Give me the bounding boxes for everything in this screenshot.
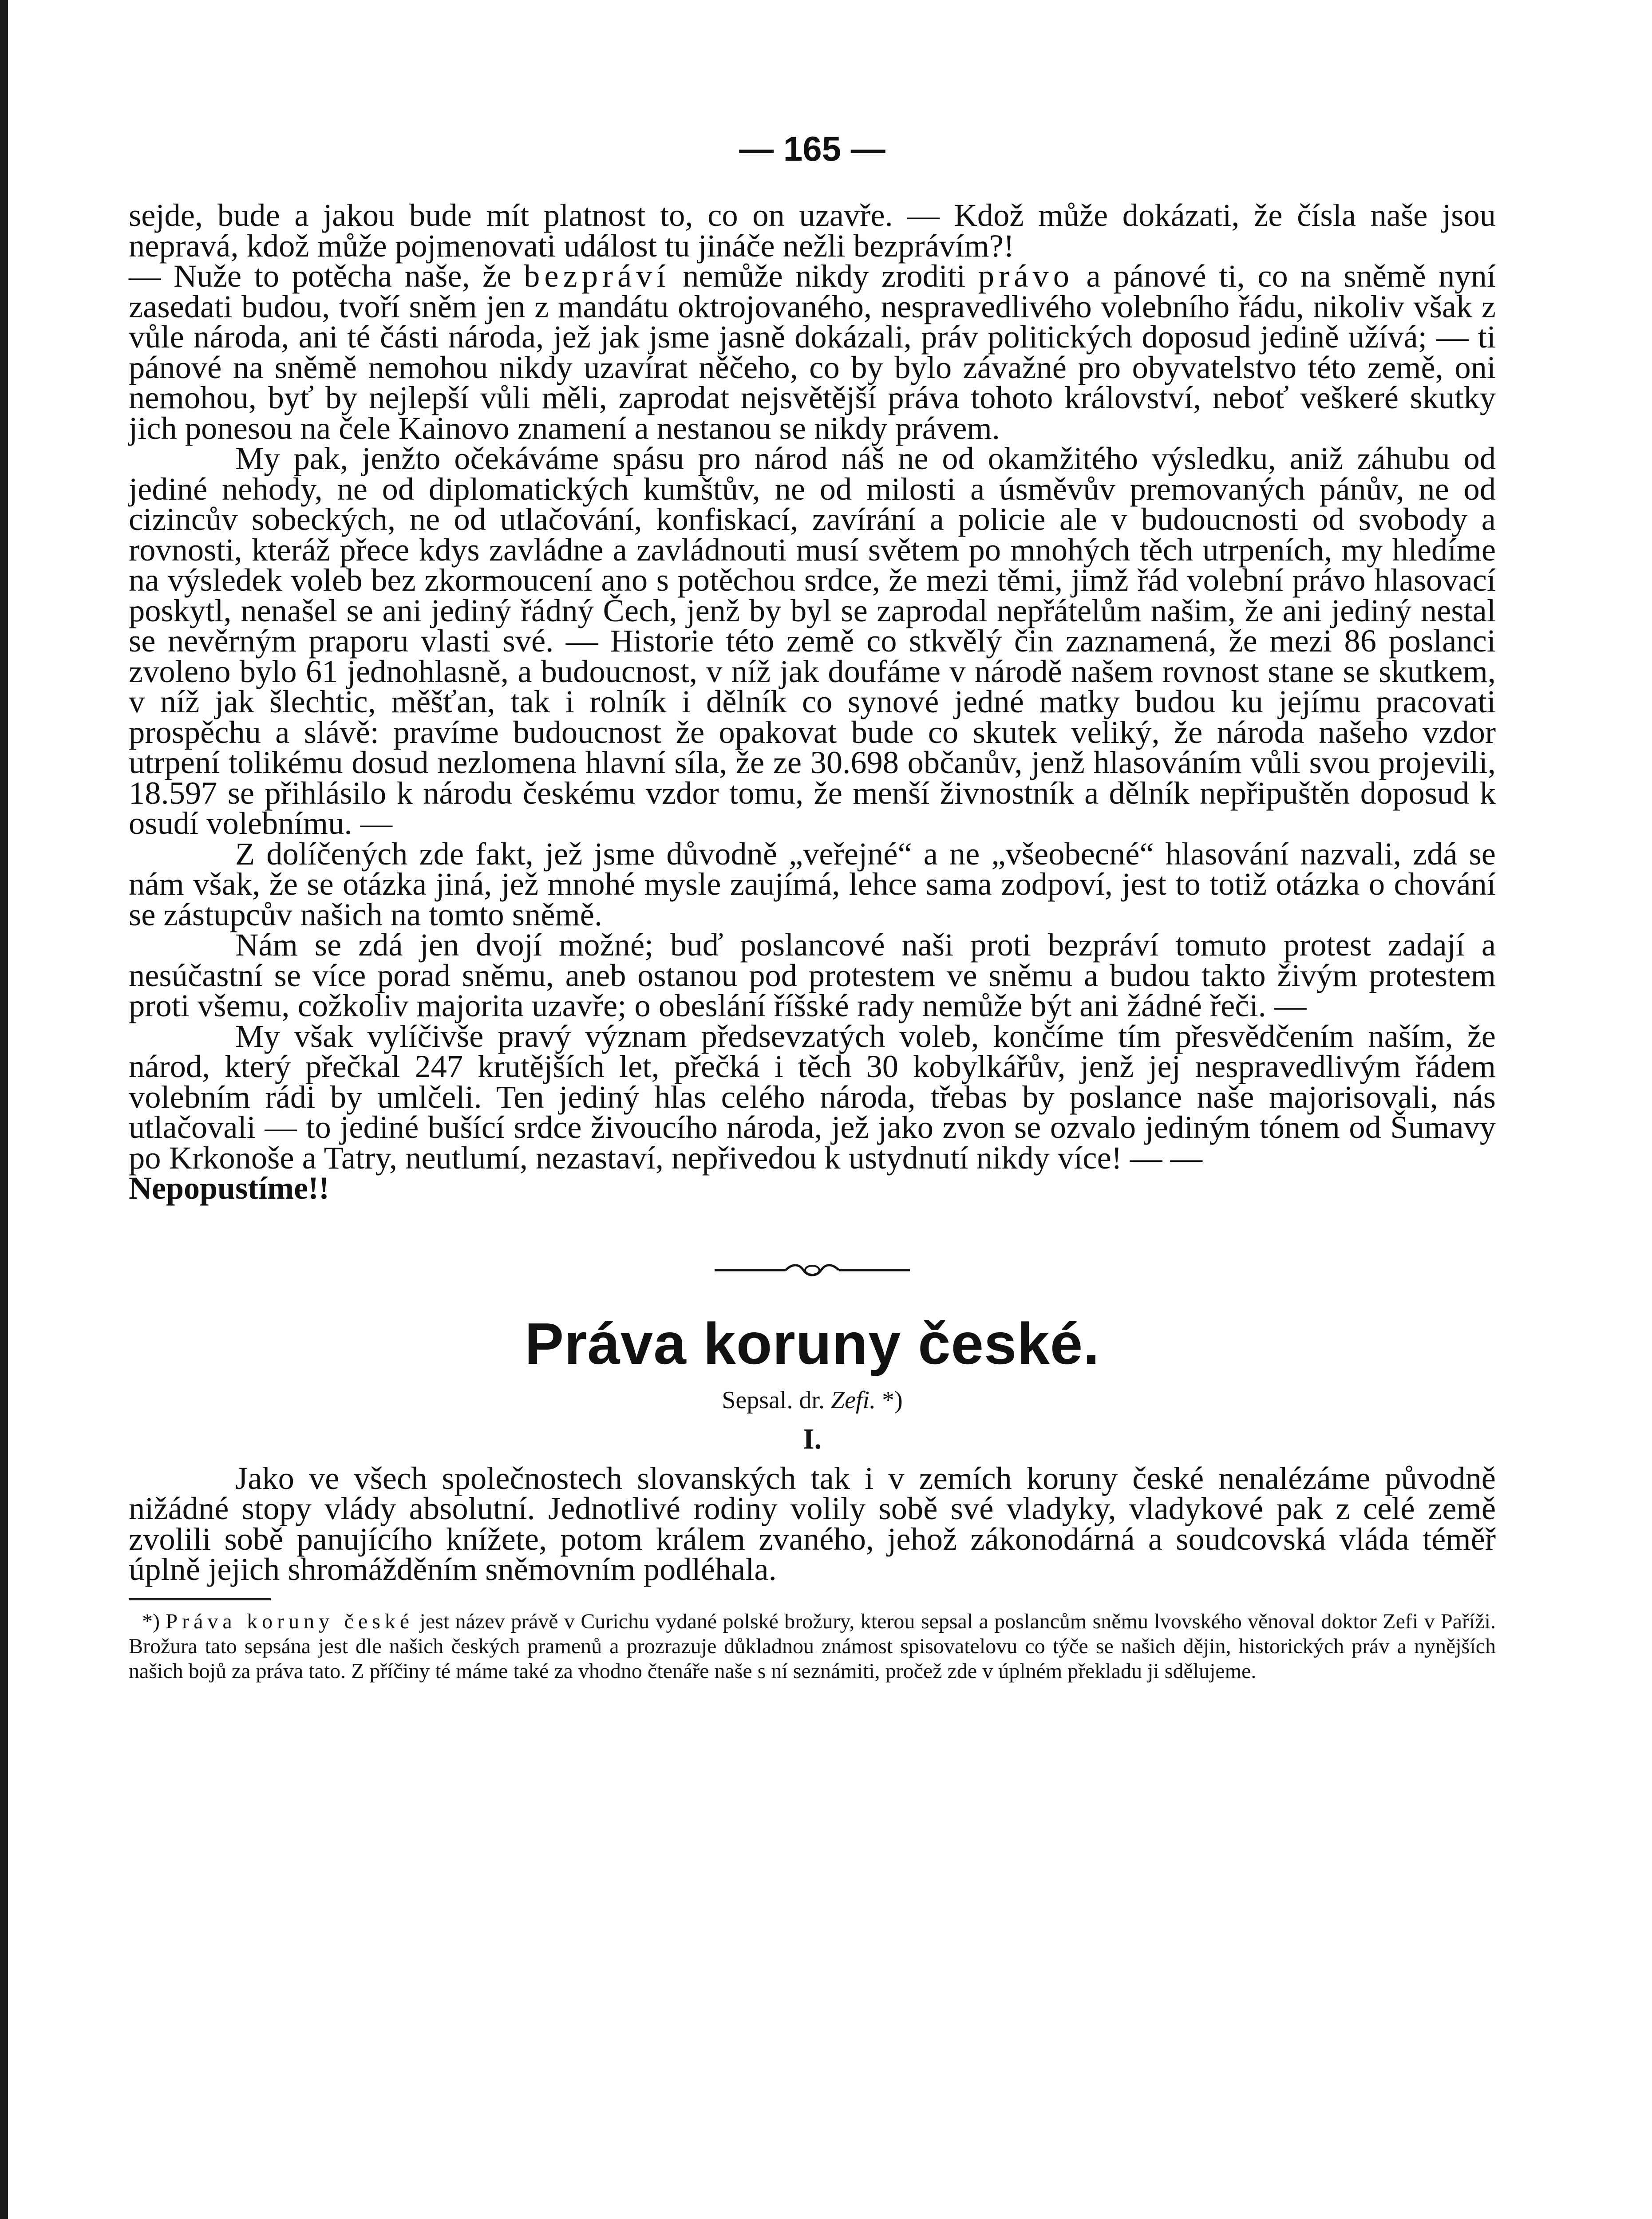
byline-author: Zefi. [830,1386,876,1414]
page-number: — 165 — [739,129,885,168]
paragraph-6: My však vylíčivše pravý význam předsevzatých voleb, končíme tím přesvědčením naším, že národ, který přečkal 247 krutějších let, přečká i těch 30 kobylkářův, jenž jej nespravedlivým řádem volebním rádi by umlčeli. Ten jediný hlas celého národa, třebas by poslance naše majorisovali, nás utlačovali — to jediné bušící srdce živoucího národa, jež jako zvon se ozvalo jediným tónem od Šumavy po Krkonoše a Tatry, neutlumí, nezastaví, nepřivedou k ustydnutí nikdy více! — — [129,1018,1496,1176]
paragraph-3: My pak, jenžto očekáváme spásu pro národ náš ne od okamžitého výsledku, aniž záhubu od jediné nehody, ne od diplomatických kumštův, ne od milosti a úsměvův premovaných pánův, ne od cizincův sobeckých, ne od utlačování, konfiskací, zavírání a policie ale v budoucnosti od svobody a rovnosti, kteráž přece kdys zavládne a zavládnouti musí světem po mnohých těch utrpeních, my hledíme na výsledek voleb bez zkormoucení ano s potěchou srdce, že mezi těmi, jimž řád volební právo hlasovací poskytl, nenašel se ani jediný řádný Čech, jenž by byl se zaprodal nepřátelům našim, že ani jediný nestal se nevěrným praporu vlasti své. — Historie této země co stkvělý čin zaznamená, že mezi 86 poslanci zvoleno bylo 61 jednohlasně, a budoucnost, v níž jak doufáme v národě našem rovnost stane se skutkem, v níž jak šlechtic, měšťan, tak i rolník i dělník co synové jedné matky budou ku jejímu pracovati prospěchu a slávě: pravíme budoucnost že opakovat bude co skutek veliký, že národa našeho vzdor utrpení tolikému dosud nezlomena hlavní síla, že ze 30.698 občanův, jenž hlasováním vůli svou projevili, 18.597 se přihlásilo k národu českému vzdor tomu, že menší živnostník a dělník nepřipuštěn doposud k osudí volebnímu. — [129,440,1496,841]
footnote-mark: *) [142,1609,166,1633]
paragraph-2 [129,258,1496,446]
closing-exclamation: Nepopustíme!! [129,1170,329,1206]
paragraph-2-rest: a pánové ti, co na sněmě nyní zasedati budou, tvoří sněm jen z mandátu oktrojovaného, nespravedlivého volebního řádu, nikoliv však z vůle národa, ani té části národa, jež jak jsme jasně dokázali, práv politických doposud jedině užívá; — ti pánové na sněmě nemohou nikdy uzavírat něčeho, co by bylo závažné pro obyvatelstvo této země, oni nemohou, byť by nejlepší vůli měli, zaprodat nejsvětější práva tohoto království, neboť veškeré skutky jich ponesou na čele Kainovo znamení a nestanou se nikdy právem. [129,258,1496,446]
spaced-word-pravo: právo [978,258,1074,294]
paragraph-2-mid: nemůže nikdy zroditi [670,258,978,294]
section-paragraph-1: Jako ve všech společnostech slovanských tak i v zemích koruny české nenalézáme původně nižádné stopy vlády absolutní. Jednotlivé rodiny volily sobě své vladyky, vladykové pak z celé země zvolili sobě panujícího knížete, potom králem zvaného, jehož zákonodárná a soudcovská vláda téměř úplně jejich shromážděním sněmovním podléhala. [129,1460,1496,1587]
paragraph-4: Z dolíčených zde fakt, jež jsme důvodně „veřejné“ a ne „všeobecné“ hlasování nazvali, zdá se nám však, že se otázka jiná, jež mnohé mysle zaujímá, lehce sama zodpoví, jest to totiž otázka o chování se zástupcův našich na tomto sněmě. [129,835,1496,932]
byline [129,1386,1496,1414]
section-title: Práva koruny české. [525,1311,1100,1376]
byline-prefix: Sepsal. dr. [722,1386,831,1414]
scan-edge-left [0,0,8,2219]
footnote [129,1609,1496,1684]
paragraph-2-lead: — Nuže to potěcha naše, že [129,258,524,294]
page [129,129,1496,1684]
paragraph-1: sejde, bude a jakou bude mít platnost to, co on uzavře. — Kdož může dokázati, že čísla naše jsou nepravá, kdož může pojmenovati událost tu jináče nežli bezprávím?! [129,197,1496,264]
spaced-word-bezpravi: bezpráví [524,258,670,294]
paragraph-5: Nám se zdá jen dvojí možné; buď poslancové naši proti bezpráví tomuto protest zadají a nesúčastní se více porad sněmu, aneb ostanou pod protestem ve sněmu a budou takto živým protestem proti všemu, cožkoliv majorita uzavře; o obeslání říšské rady nemůže být ani žádné řeči. — [129,927,1496,1023]
footnote-text: jest název právě v Curichu vydané polské brožury, kterou sepsal a poslancům sněmu lvovského věnoval doktor Zefi v Paříži. Brožura tato sepsána jest dle našich českých pramenů a prozrazuje důkladnou známost spisovatelovu co týče se našich dějin, historických práv a nynějších našich bojů za práva tato. Z příčiny té máme také za vhodno čtenáře naše s ní seznámiti, pročež zde v úplném překladu ji sdělujeme. [129,1609,1496,1683]
footnote-lead: Práva koruny české [166,1609,414,1633]
ornament-divider-icon [715,1257,910,1283]
footnote-rule [129,1598,271,1600]
chapter-number: I. [802,1422,822,1455]
byline-footnote-mark: *) [876,1386,903,1414]
